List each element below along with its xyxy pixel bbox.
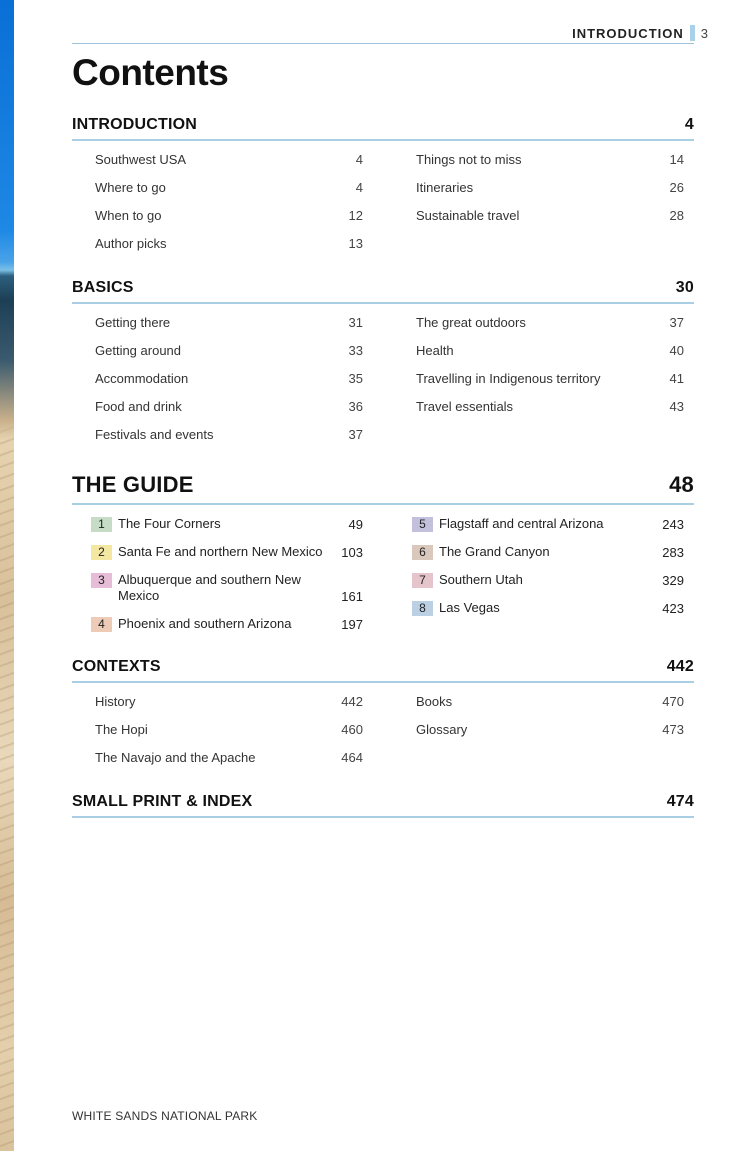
toc-entry[interactable] xyxy=(416,694,684,722)
chapter-page: 103 xyxy=(341,545,363,560)
section-introduction xyxy=(72,116,694,251)
chapter-entry[interactable] xyxy=(91,544,363,572)
toc-entry-page: 442 xyxy=(341,694,363,709)
toc-entry-label: History xyxy=(95,694,136,709)
toc-entry[interactable] xyxy=(95,343,363,371)
toc-entry-label: Southwest USA xyxy=(95,152,187,167)
section-page: 48 xyxy=(669,472,694,497)
toc-entry-page: 464 xyxy=(341,750,363,765)
toc-entry-label: Food and drink xyxy=(95,399,182,414)
chapter-entry[interactable] xyxy=(412,600,684,628)
section-title: THE GUIDE xyxy=(72,472,194,497)
chapter-title: Phoenix and southern Arizona xyxy=(118,616,292,631)
chapter-number-badge: 2 xyxy=(91,545,112,560)
chapter-entry[interactable] xyxy=(412,544,684,572)
toc-entry-page: 35 xyxy=(348,371,363,386)
chapter-number-badge: 8 xyxy=(412,601,433,616)
toc-entry-page: 14 xyxy=(669,152,684,167)
chapter-page: 49 xyxy=(348,517,363,532)
chapter-entry[interactable] xyxy=(91,616,363,644)
toc-entry-page: 36 xyxy=(348,399,363,414)
chapter-entry[interactable] xyxy=(91,516,363,544)
chapter-page: 197 xyxy=(341,617,363,632)
toc-entry-page: 28 xyxy=(669,208,684,223)
section-title: CONTEXTS xyxy=(72,658,161,675)
toc-entry[interactable] xyxy=(95,236,363,264)
section-column-left xyxy=(95,694,363,778)
section-basics xyxy=(72,279,694,442)
toc-entry-page: 33 xyxy=(348,343,363,358)
section-contexts xyxy=(72,658,694,765)
chapter-number-badge: 3 xyxy=(91,573,112,588)
toc-entry-page: 4 xyxy=(355,180,363,195)
toc-entry[interactable] xyxy=(95,722,363,750)
running-head-page-number: 3 xyxy=(700,25,708,41)
toc-entry-label: Things not to miss xyxy=(416,152,522,167)
toc-entry[interactable] xyxy=(416,152,684,180)
toc-entry[interactable] xyxy=(95,180,363,208)
toc-entry-label: Travel essentials xyxy=(416,399,514,414)
chapter-column-left xyxy=(91,516,363,644)
toc-entry-page: 12 xyxy=(348,208,363,223)
chapter-entry[interactable] xyxy=(412,572,684,600)
toc-entry[interactable] xyxy=(95,315,363,343)
toc-entry[interactable] xyxy=(95,152,363,180)
toc-entry-label: The Navajo and the Apache xyxy=(95,750,256,765)
toc-entry-page: 37 xyxy=(348,427,363,442)
running-head-title: INTRODUCTION xyxy=(572,25,684,41)
section-page: 30 xyxy=(675,279,694,296)
toc-entry-label: Author picks xyxy=(95,236,167,251)
page-title: Contents xyxy=(72,52,229,93)
chapter-number-badge: 4 xyxy=(91,617,112,632)
toc-entry[interactable] xyxy=(95,750,363,778)
toc-entry[interactable] xyxy=(416,208,684,236)
chapter-title: Southern Utah xyxy=(439,572,523,587)
toc-entry-page: 470 xyxy=(662,694,684,709)
running-head xyxy=(572,25,708,41)
chapter-title: Santa Fe and northern New Mexico xyxy=(118,544,323,559)
chapter-column-right xyxy=(412,516,684,628)
toc-entry[interactable] xyxy=(95,208,363,236)
toc-entry-page: 43 xyxy=(669,399,684,414)
top-rule xyxy=(72,43,694,44)
section-header[interactable] xyxy=(72,116,694,141)
toc-entry-label: Where to go xyxy=(95,180,166,195)
toc-entry[interactable] xyxy=(416,343,684,371)
chapter-page: 243 xyxy=(662,517,684,532)
toc-entry[interactable] xyxy=(95,371,363,399)
chapter-entry[interactable] xyxy=(91,572,363,616)
toc-entry-page: 460 xyxy=(341,722,363,737)
chapter-page: 161 xyxy=(341,589,363,604)
toc-entry-page: 41 xyxy=(669,371,684,386)
photo-caption: WHITE SANDS NATIONAL PARK xyxy=(72,1109,258,1123)
toc-entry[interactable] xyxy=(95,427,363,455)
toc-entry-label: Accommodation xyxy=(95,371,189,386)
toc-entry[interactable] xyxy=(416,722,684,750)
toc-entry-page: 31 xyxy=(348,315,363,330)
chapter-title: The Four Corners xyxy=(118,516,221,531)
toc-entry-page: 37 xyxy=(669,315,684,330)
chapter-title: Las Vegas xyxy=(439,600,500,615)
toc-entry-label: Glossary xyxy=(416,722,468,737)
toc-entry-page: 40 xyxy=(669,343,684,358)
toc-entry-label: Travelling in Indigenous territory xyxy=(416,371,601,386)
section-header[interactable] xyxy=(72,658,694,683)
toc-entry-page: 4 xyxy=(355,152,363,167)
section-the-guide xyxy=(72,472,694,632)
section-column-right xyxy=(416,694,684,750)
toc-entry-label: Getting around xyxy=(95,343,182,358)
chapter-page: 283 xyxy=(662,545,684,560)
toc-entry-label: Sustainable travel xyxy=(416,208,520,223)
section-title: INTRODUCTION xyxy=(72,116,198,133)
chapter-title: Albuquerque and southern New Mexico xyxy=(118,572,301,603)
chapter-entry[interactable] xyxy=(412,516,684,544)
toc-entry-label: Festivals and events xyxy=(95,427,214,442)
chapter-page: 329 xyxy=(662,573,684,588)
toc-entry[interactable] xyxy=(416,315,684,343)
toc-entry-page: 473 xyxy=(662,722,684,737)
toc-entry-label: Getting there xyxy=(95,315,171,330)
toc-entry[interactable] xyxy=(95,399,363,427)
section-header[interactable] xyxy=(72,793,694,818)
toc-entry[interactable] xyxy=(416,180,684,208)
section-column-left xyxy=(95,152,363,264)
chapter-number-badge: 1 xyxy=(91,517,112,532)
toc-entry-label: Health xyxy=(416,343,454,358)
section-column-right xyxy=(416,315,684,427)
section-header[interactable] xyxy=(72,279,694,304)
section-column-left xyxy=(95,315,363,455)
toc-entry[interactable] xyxy=(95,694,363,722)
toc-entry-page: 13 xyxy=(348,236,363,251)
chapter-number-badge: 6 xyxy=(412,545,433,560)
section-column-right xyxy=(416,152,684,236)
toc-entry[interactable] xyxy=(416,399,684,427)
toc-entry-label: The great outdoors xyxy=(416,315,526,330)
cover-photo-strip xyxy=(0,0,14,1151)
section-title: SMALL PRINT & INDEX xyxy=(72,793,253,810)
chapter-title: The Grand Canyon xyxy=(439,544,550,559)
toc-entry-page: 26 xyxy=(669,180,684,195)
section-page: 442 xyxy=(666,658,694,675)
chapter-title: Flagstaff and central Arizona xyxy=(439,516,604,531)
section-page: 474 xyxy=(666,793,694,810)
toc-entry-label: The Hopi xyxy=(95,722,148,737)
toc-entry-label: Itineraries xyxy=(416,180,474,195)
section-page: 4 xyxy=(684,116,694,133)
section-small-print xyxy=(72,793,694,818)
section-title: BASICS xyxy=(72,279,134,296)
chapter-number-badge: 5 xyxy=(412,517,433,532)
running-head-marker xyxy=(690,25,695,41)
chapter-page: 423 xyxy=(662,601,684,616)
toc-entry-label: When to go xyxy=(95,208,162,223)
toc-entry-label: Books xyxy=(416,694,453,709)
toc-entry[interactable] xyxy=(416,371,684,399)
chapter-number-badge: 7 xyxy=(412,573,433,588)
section-header[interactable] xyxy=(72,472,694,505)
